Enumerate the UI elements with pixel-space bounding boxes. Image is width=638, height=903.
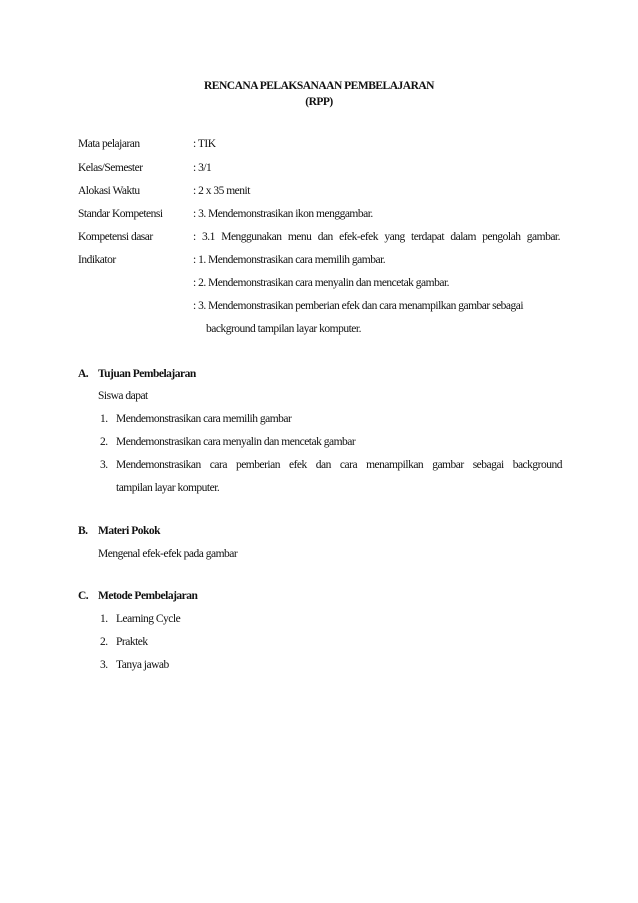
section-c-item-2-text: Praktek bbox=[116, 636, 148, 648]
section-a-title: Tujuan Pembelajaran bbox=[98, 368, 196, 380]
section-c-title: Metode Pembelajaran bbox=[98, 590, 198, 602]
info-value-standar-kompetensi: : 3. Mendemonstrasikan ikon menggambar. bbox=[193, 208, 373, 220]
info-value-kompetensi-dasar: : 3.1 Menggunakan menu dan efek-efek yang terdapat dalam pengolah gambar. bbox=[193, 231, 560, 243]
section-a-item-1-number: 1. bbox=[100, 413, 108, 425]
info-label-standar-kompetensi: Standar Kompetensi bbox=[78, 208, 163, 220]
info-label-kompetensi-dasar: Kompetensi dasar bbox=[78, 231, 153, 243]
section-a-item-3-cont: tampilan layar komputer. bbox=[116, 482, 220, 494]
section-c-letter: C. bbox=[78, 590, 89, 602]
section-a-item-1-text: Mendemonstrasikan cara memilih gambar bbox=[116, 413, 292, 425]
section-a-intro: Siswa dapat bbox=[98, 390, 148, 402]
info-value-alokasi-waktu: : 2 x 35 menit bbox=[193, 185, 250, 197]
document-title: RENCANA PELAKSANAAN PEMBELAJARAN bbox=[204, 80, 434, 92]
info-label-mata-pelajaran: Mata pelajaran bbox=[78, 138, 140, 150]
section-c-item-3-text: Tanya jawab bbox=[116, 659, 169, 671]
info-value-kelas-semester: : 3/1 bbox=[193, 162, 212, 174]
section-a-item-3-number: 3. bbox=[100, 459, 108, 471]
info-label-indikator: Indikator bbox=[78, 254, 116, 266]
info-label-kelas-semester: Kelas/Semester bbox=[78, 162, 143, 174]
info-value-indikator-2: : 2. Mendemonstrasikan cara menyalin dan mencetak gambar. bbox=[193, 277, 450, 289]
section-c-item-2-number: 2. bbox=[100, 636, 108, 648]
section-c-item-3-number: 3. bbox=[100, 659, 108, 671]
section-a-letter: A. bbox=[78, 368, 89, 380]
section-c-item-1-text: Learning Cycle bbox=[116, 613, 181, 625]
section-a-item-2-text: Mendemonstrasikan cara menyalin dan mencetak gambar bbox=[116, 436, 356, 448]
section-b-text: Mengenal efek-efek pada gambar bbox=[98, 548, 238, 560]
section-c-item-1-number: 1. bbox=[100, 613, 108, 625]
info-label-alokasi-waktu: Alokasi Waktu bbox=[78, 185, 140, 197]
info-value-mata-pelajaran: : TIK bbox=[193, 138, 216, 150]
info-value-indikator-1: : 1. Mendemonstrasikan cara memilih gambar. bbox=[193, 254, 386, 266]
info-value-indikator-3-cont: background tampilan layar komputer. bbox=[206, 323, 361, 335]
document-subtitle: (RPP) bbox=[305, 96, 333, 108]
info-value-indikator-3: : 3. Mendemonstrasikan pemberian efek dan cara menampilkan gambar sebagai bbox=[193, 300, 524, 312]
section-a-item-3-text: Mendemonstrasikan cara pemberian efek dan cara menampilkan gambar sebagai background bbox=[116, 459, 562, 471]
section-b-title: Materi Pokok bbox=[98, 525, 161, 537]
section-a-item-2-number: 2. bbox=[100, 436, 108, 448]
section-b-letter: B. bbox=[78, 525, 88, 537]
